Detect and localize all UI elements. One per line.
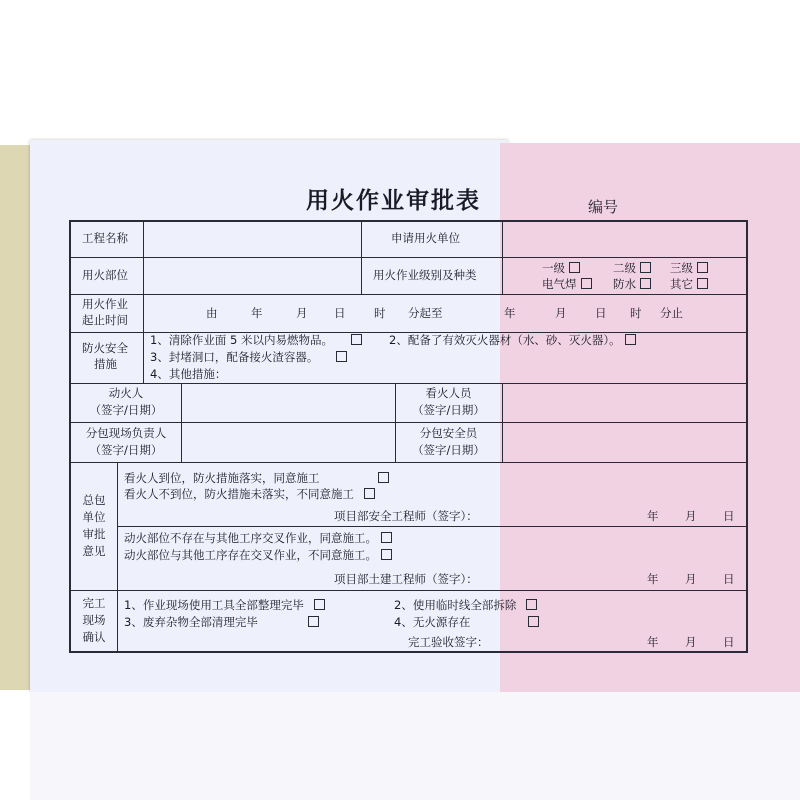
time-month: 月 [296, 306, 308, 320]
checkbox[interactable] [378, 472, 389, 483]
option-text: 看火人不到位，防火措施未落实，不同意施工 [124, 487, 354, 501]
checkbox[interactable] [640, 262, 651, 273]
completion-item-1[interactable] [124, 597, 325, 614]
row-divider [71, 422, 746, 423]
watcher-sign-hint: （签字/日期） [412, 403, 485, 417]
col-divider [502, 222, 503, 294]
checkbox[interactable] [697, 278, 708, 289]
sign-year: 年 [647, 509, 659, 523]
civil-engineer-sign: 项目部土建工程师（签字）： [334, 572, 478, 586]
measure-item-4: 4、其他措施： [150, 367, 227, 381]
checkbox[interactable] [697, 262, 708, 273]
fire-level-type-label: 用火作业级别及种类 [373, 268, 477, 282]
fire-safety-label-line1: 防火安全 [82, 341, 128, 355]
time-year: 年 [251, 306, 263, 320]
checkbox[interactable] [364, 488, 375, 499]
checkbox[interactable] [526, 599, 537, 610]
item-text: 4、无火源存在 [394, 615, 471, 629]
completion-item-4[interactable] [394, 614, 539, 631]
sign-day: 日 [723, 635, 735, 649]
checkbox[interactable] [314, 599, 325, 610]
serial-number-label: 编号 [588, 198, 619, 216]
level-one-option[interactable] [542, 260, 580, 277]
col-divider [143, 222, 144, 332]
option-label: 电气焊 [542, 277, 577, 291]
acceptance-sign: 完工验收签字： [408, 635, 489, 649]
checkbox[interactable] [581, 278, 592, 289]
sub-safety-label: 分包安全员 [419, 426, 478, 440]
time-end-minute: 分止 [660, 306, 683, 320]
sub-manager-sign-hint: （签字/日期） [89, 443, 163, 457]
reject-option-2[interactable] [124, 547, 392, 564]
completion-item-3[interactable] [124, 614, 319, 631]
checkbox[interactable] [336, 351, 347, 362]
checkbox[interactable] [308, 616, 319, 627]
approval-label-4: 意见 [82, 544, 106, 558]
approval-label-3: 审批 [82, 527, 106, 541]
option-text: 看火人到位，防火措施落实，同意施工 [124, 471, 320, 485]
col-divider [502, 383, 503, 462]
form-title: 用火作业审批表 [306, 188, 481, 214]
col-divider [117, 590, 118, 651]
sign-month: 月 [685, 635, 697, 649]
completion-label-2: 现场 [82, 613, 106, 627]
checkbox[interactable] [640, 278, 651, 289]
operator-sign-hint: （签字/日期） [89, 403, 163, 417]
sign-day: 日 [723, 509, 735, 523]
item-text: 2、使用临时线全部拆除 [394, 598, 517, 612]
measure-text: 2、配备了有效灭火器材（水、砂、灭火器）。 [389, 333, 621, 347]
measure-item-3[interactable] [150, 349, 347, 366]
completion-item-2[interactable] [394, 597, 537, 614]
time-end-day: 日 [595, 306, 607, 320]
fire-location-label: 用火部位 [82, 268, 128, 282]
sub-manager-label: 分包现场负责人 [85, 426, 167, 440]
option-text: 动火部位不存在与其他工序交叉作业，同意施工。 [124, 531, 377, 545]
time-end-month: 月 [555, 306, 567, 320]
watcher-label: 看火人员 [425, 386, 472, 400]
row-divider [71, 383, 746, 384]
checkbox[interactable] [381, 532, 392, 543]
option-label: 防水 [613, 277, 636, 291]
sub-safety-sign-hint: （签字/日期） [412, 443, 485, 457]
time-end-year: 年 [504, 306, 516, 320]
level-two-option[interactable] [613, 260, 651, 277]
sign-month: 月 [685, 509, 697, 523]
applicant-unit-label: 申请用火单位 [391, 231, 460, 245]
sign-year: 年 [647, 635, 659, 649]
measure-item-1[interactable] [150, 332, 362, 349]
approve-option-1[interactable] [124, 470, 389, 487]
waterproof-option[interactable] [613, 276, 651, 293]
col-divider [361, 222, 362, 294]
book-edge [0, 145, 32, 690]
completion-label-1: 完工 [82, 596, 106, 610]
checkbox[interactable] [625, 334, 636, 345]
col-divider [117, 462, 118, 590]
row-divider [71, 257, 746, 258]
sign-year: 年 [647, 572, 659, 586]
time-end-hour: 时 [630, 306, 642, 320]
safety-engineer-sign: 项目部安全工程师（签字）： [334, 509, 478, 523]
item-text: 3、废弃杂物全部清理完毕 [124, 615, 258, 629]
time-day: 日 [334, 306, 346, 320]
approval-label-1: 总包 [82, 493, 106, 507]
option-label: 一级 [542, 261, 565, 275]
item-text: 1、作业现场使用工具全部整理完毕 [124, 598, 304, 612]
measure-text: 3、封堵洞口，配备接火渣容器。 [150, 350, 319, 364]
project-name-label: 工程名称 [82, 231, 128, 245]
checkbox[interactable] [569, 262, 580, 273]
option-label: 其它 [670, 277, 693, 291]
option-label: 三级 [670, 261, 693, 275]
welding-option[interactable] [542, 276, 592, 293]
time-hour: 时 [374, 306, 386, 320]
completion-label-3: 确认 [82, 630, 106, 644]
measure-item-2[interactable] [389, 332, 636, 349]
option-text: 动火部位与其他工序存在交叉作业，不同意施工。 [124, 548, 377, 562]
work-time-label-line1: 用火作业 [82, 297, 128, 311]
sign-day: 日 [723, 572, 735, 586]
reject-option-1[interactable] [124, 486, 375, 503]
option-label: 二级 [613, 261, 636, 275]
row-divider [117, 526, 746, 527]
approve-option-2[interactable] [124, 530, 392, 547]
checkbox[interactable] [351, 334, 362, 345]
approval-form-table [69, 220, 748, 653]
background-surface [30, 692, 800, 800]
measure-text: 1、清除作业面 5 米以内易燃物品。 [150, 333, 333, 347]
time-from: 由 [206, 306, 218, 320]
checkbox[interactable] [381, 549, 392, 560]
col-divider [143, 332, 144, 383]
other-option[interactable] [670, 276, 708, 293]
work-time-label-line2: 起止时间 [82, 313, 128, 327]
row-divider [71, 294, 746, 295]
time-minute-to: 分起至 [408, 306, 443, 320]
fire-safety-label-line2: 措施 [94, 357, 117, 371]
level-three-option[interactable] [670, 260, 708, 277]
operator-label: 动火人 [108, 386, 144, 400]
sign-month: 月 [685, 572, 697, 586]
row-divider [71, 462, 746, 463]
approval-label-2: 单位 [82, 510, 106, 524]
row-divider [71, 590, 746, 591]
checkbox[interactable] [528, 616, 539, 627]
col-divider [181, 383, 182, 462]
